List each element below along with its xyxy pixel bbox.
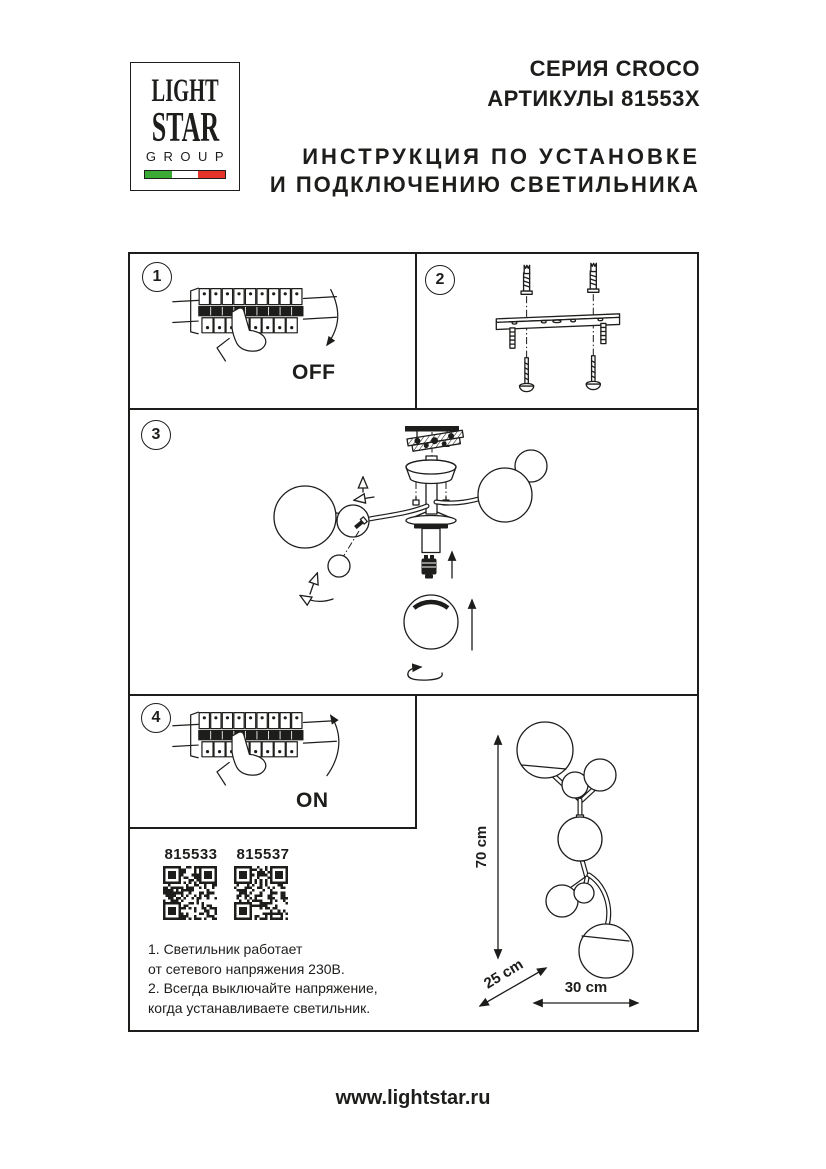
- website-url: www.lightstar.ru: [335, 1087, 491, 1109]
- glass-sphere-large: [478, 468, 532, 522]
- logo-word-light: LIGHT: [151, 73, 219, 109]
- step-1-badge: 1: [142, 262, 172, 292]
- ceiling-canopy: [406, 460, 456, 484]
- on-label: ON: [296, 789, 329, 812]
- lightstar-logo: [130, 62, 240, 191]
- italian-flag-bar: [144, 170, 226, 179]
- wall-anchor-icon: [521, 265, 532, 294]
- dim-width-label: 30 cm: [564, 979, 608, 996]
- divider-step4-bottom: [130, 827, 417, 829]
- dimensions-diagram: [460, 688, 700, 1033]
- article-code-1: 815533: [164, 846, 218, 863]
- socket-saucer: [406, 512, 456, 553]
- mounting-bracket-diagram: [468, 260, 662, 405]
- glass-sphere: [579, 924, 633, 978]
- dim-height-label: 70 cm: [473, 825, 490, 869]
- rotate-arrow-up: [310, 574, 317, 594]
- hint-arrow-left: [355, 497, 374, 500]
- glass-sphere: [517, 722, 573, 778]
- logo-word-group: GROUP: [145, 149, 232, 164]
- screw-icon: [586, 356, 600, 390]
- glass-sphere-large: [274, 486, 336, 548]
- threaded-stud: [601, 323, 606, 343]
- glass-sphere: [558, 817, 602, 861]
- flag-white-segment: [172, 171, 199, 178]
- rotate-arrow: [301, 596, 333, 601]
- instruction-title-line2: И ПОДКЛЮЧЕНИЮ СВЕТИЛЬНИКА: [269, 172, 700, 197]
- note-line: 1. Светильник работает: [148, 941, 303, 957]
- step-3-badge: 3: [141, 420, 171, 450]
- step-4-badge: 4: [141, 703, 171, 733]
- instruction-panel: [128, 252, 699, 1032]
- articles-title: АРТИКУЛЫ 81553X: [487, 86, 700, 111]
- canopy-screw: [413, 497, 419, 505]
- off-label: OFF: [292, 361, 336, 384]
- instruction-title-line1: ИНСТРУКЦИЯ ПО УСТАНОВКЕ: [302, 144, 700, 169]
- flag-red-segment: [198, 171, 225, 178]
- mounting-hardware-cluster: [407, 430, 464, 452]
- threaded-stud: [510, 328, 515, 348]
- screw-icon: [520, 358, 534, 392]
- logo-word-star: STAR: [151, 105, 220, 151]
- dim-depth-label: 25 cm: [481, 955, 527, 993]
- ceiling-bar: [405, 426, 459, 432]
- step-2-badge: 2: [425, 265, 455, 295]
- assembly-diagram: [130, 410, 697, 694]
- article-code-2: 815537: [236, 846, 290, 863]
- glass-sphere-mini: [328, 555, 350, 577]
- qr-code-815533: [163, 866, 217, 920]
- note-line: когда устанавливаете светильник.: [148, 999, 371, 1016]
- glass-sphere: [584, 759, 616, 791]
- bulb-icon: [422, 555, 437, 579]
- twist-arrow: [408, 667, 442, 680]
- note-line: 2. Всегда выключайте напряжение,: [148, 980, 378, 996]
- circuit-breaker-on-diagram: [170, 704, 358, 819]
- flag-green-segment: [145, 171, 172, 178]
- divider-vertical-top: [415, 254, 417, 408]
- header: [270, 54, 700, 199]
- glass-sphere: [574, 883, 594, 903]
- divider-vertical-step4: [415, 694, 417, 827]
- glass-sphere: [546, 885, 578, 917]
- instruction-title: [270, 143, 700, 199]
- safety-notes: [148, 940, 438, 1018]
- series-title: СЕРИЯ CROCO: [529, 56, 700, 81]
- wall-anchor-icon: [588, 263, 599, 292]
- note-line: от сетевого напряжения 230В.: [148, 960, 345, 977]
- qr-code-815537: [234, 866, 288, 920]
